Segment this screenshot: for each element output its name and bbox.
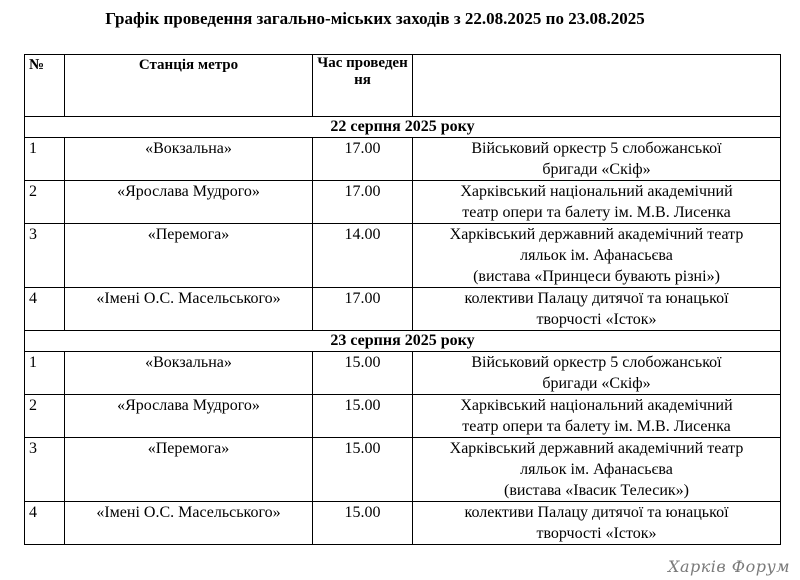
header-num: № <box>25 55 65 117</box>
table-row <box>25 138 781 181</box>
event-line: театр опери та балету ім. М.В. Лисенка <box>462 418 731 435</box>
row-station: «Імені О.С. Масельського» <box>65 288 313 331</box>
row-time: 15.00 <box>313 352 413 395</box>
event-line: Харківський державний академічний театр <box>449 226 744 243</box>
header-station: Станція метро <box>65 55 313 117</box>
event-line: колективи Палацу дитячої та юнацької <box>464 504 729 521</box>
event-line: бригади «Скіф» <box>542 375 651 392</box>
row-num: 4 <box>25 502 65 545</box>
row-time: 15.00 <box>313 502 413 545</box>
row-num: 1 <box>25 138 65 181</box>
row-event <box>413 395 781 438</box>
row-event <box>413 181 781 224</box>
event-line: бригади «Скіф» <box>542 161 651 178</box>
row-num: 3 <box>25 224 65 288</box>
row-time: 17.00 <box>313 288 413 331</box>
row-station: «Імені О.С. Масельського» <box>65 502 313 545</box>
schedule-body <box>25 55 781 545</box>
header-event <box>413 55 781 117</box>
event-line: Військовий оркестр 5 слобожанської <box>471 140 722 157</box>
date-label: 23 серпня 2025 року <box>25 331 781 352</box>
event-line: Військовий оркестр 5 слобожанської <box>471 354 722 371</box>
header-time: Час проведення <box>313 55 413 117</box>
event-line: Харківський державний академічний театр <box>449 440 744 457</box>
row-event <box>413 288 781 331</box>
date-row <box>25 117 781 138</box>
table-row <box>25 502 781 545</box>
row-station: «Вокзальна» <box>65 138 313 181</box>
row-num: 3 <box>25 438 65 502</box>
event-line: творчості «Істок» <box>536 311 657 328</box>
row-event <box>413 138 781 181</box>
row-time: 15.00 <box>313 395 413 438</box>
event-line: (вистава «Івасик Телесик») <box>503 482 689 499</box>
row-station: «Перемога» <box>65 438 313 502</box>
row-num: 1 <box>25 352 65 395</box>
table-row <box>25 438 781 502</box>
row-time: 14.00 <box>313 224 413 288</box>
watermark: Харків Форум <box>668 557 790 576</box>
row-event <box>413 224 781 288</box>
row-num: 4 <box>25 288 65 331</box>
event-line: ляльок ім. Афанасьєва <box>520 247 673 264</box>
row-station: «Перемога» <box>65 224 313 288</box>
table-row <box>25 352 781 395</box>
table-row <box>25 288 781 331</box>
header-row <box>25 55 781 117</box>
event-line: театр опери та балету ім. М.В. Лисенка <box>462 204 731 221</box>
table-row <box>25 181 781 224</box>
row-event <box>413 352 781 395</box>
event-line: Харківський національний академічний <box>460 397 733 414</box>
table-row <box>25 395 781 438</box>
row-event <box>413 438 781 502</box>
page-title: Графік проведення загально-міських заходів з 22.08.2025 по 23.08.2025 <box>105 9 645 28</box>
row-station: «Ярослава Мудрого» <box>65 395 313 438</box>
row-station: «Вокзальна» <box>65 352 313 395</box>
row-num: 2 <box>25 395 65 438</box>
event-line: колективи Палацу дитячої та юнацької <box>464 290 729 307</box>
row-time: 15.00 <box>313 438 413 502</box>
event-line: ляльок ім. Афанасьєва <box>520 461 673 478</box>
row-station: «Ярослава Мудрого» <box>65 181 313 224</box>
date-row <box>25 331 781 352</box>
event-line: (вистава «Принцеси бувають різні») <box>473 268 720 285</box>
event-line: творчості «Істок» <box>536 525 657 542</box>
row-time: 17.00 <box>313 138 413 181</box>
row-num: 2 <box>25 181 65 224</box>
date-label: 22 серпня 2025 року <box>25 117 781 138</box>
schedule-table <box>24 54 781 545</box>
table-row <box>25 224 781 288</box>
row-event <box>413 502 781 545</box>
event-line: Харківський національний академічний <box>460 183 733 200</box>
row-time: 17.00 <box>313 181 413 224</box>
